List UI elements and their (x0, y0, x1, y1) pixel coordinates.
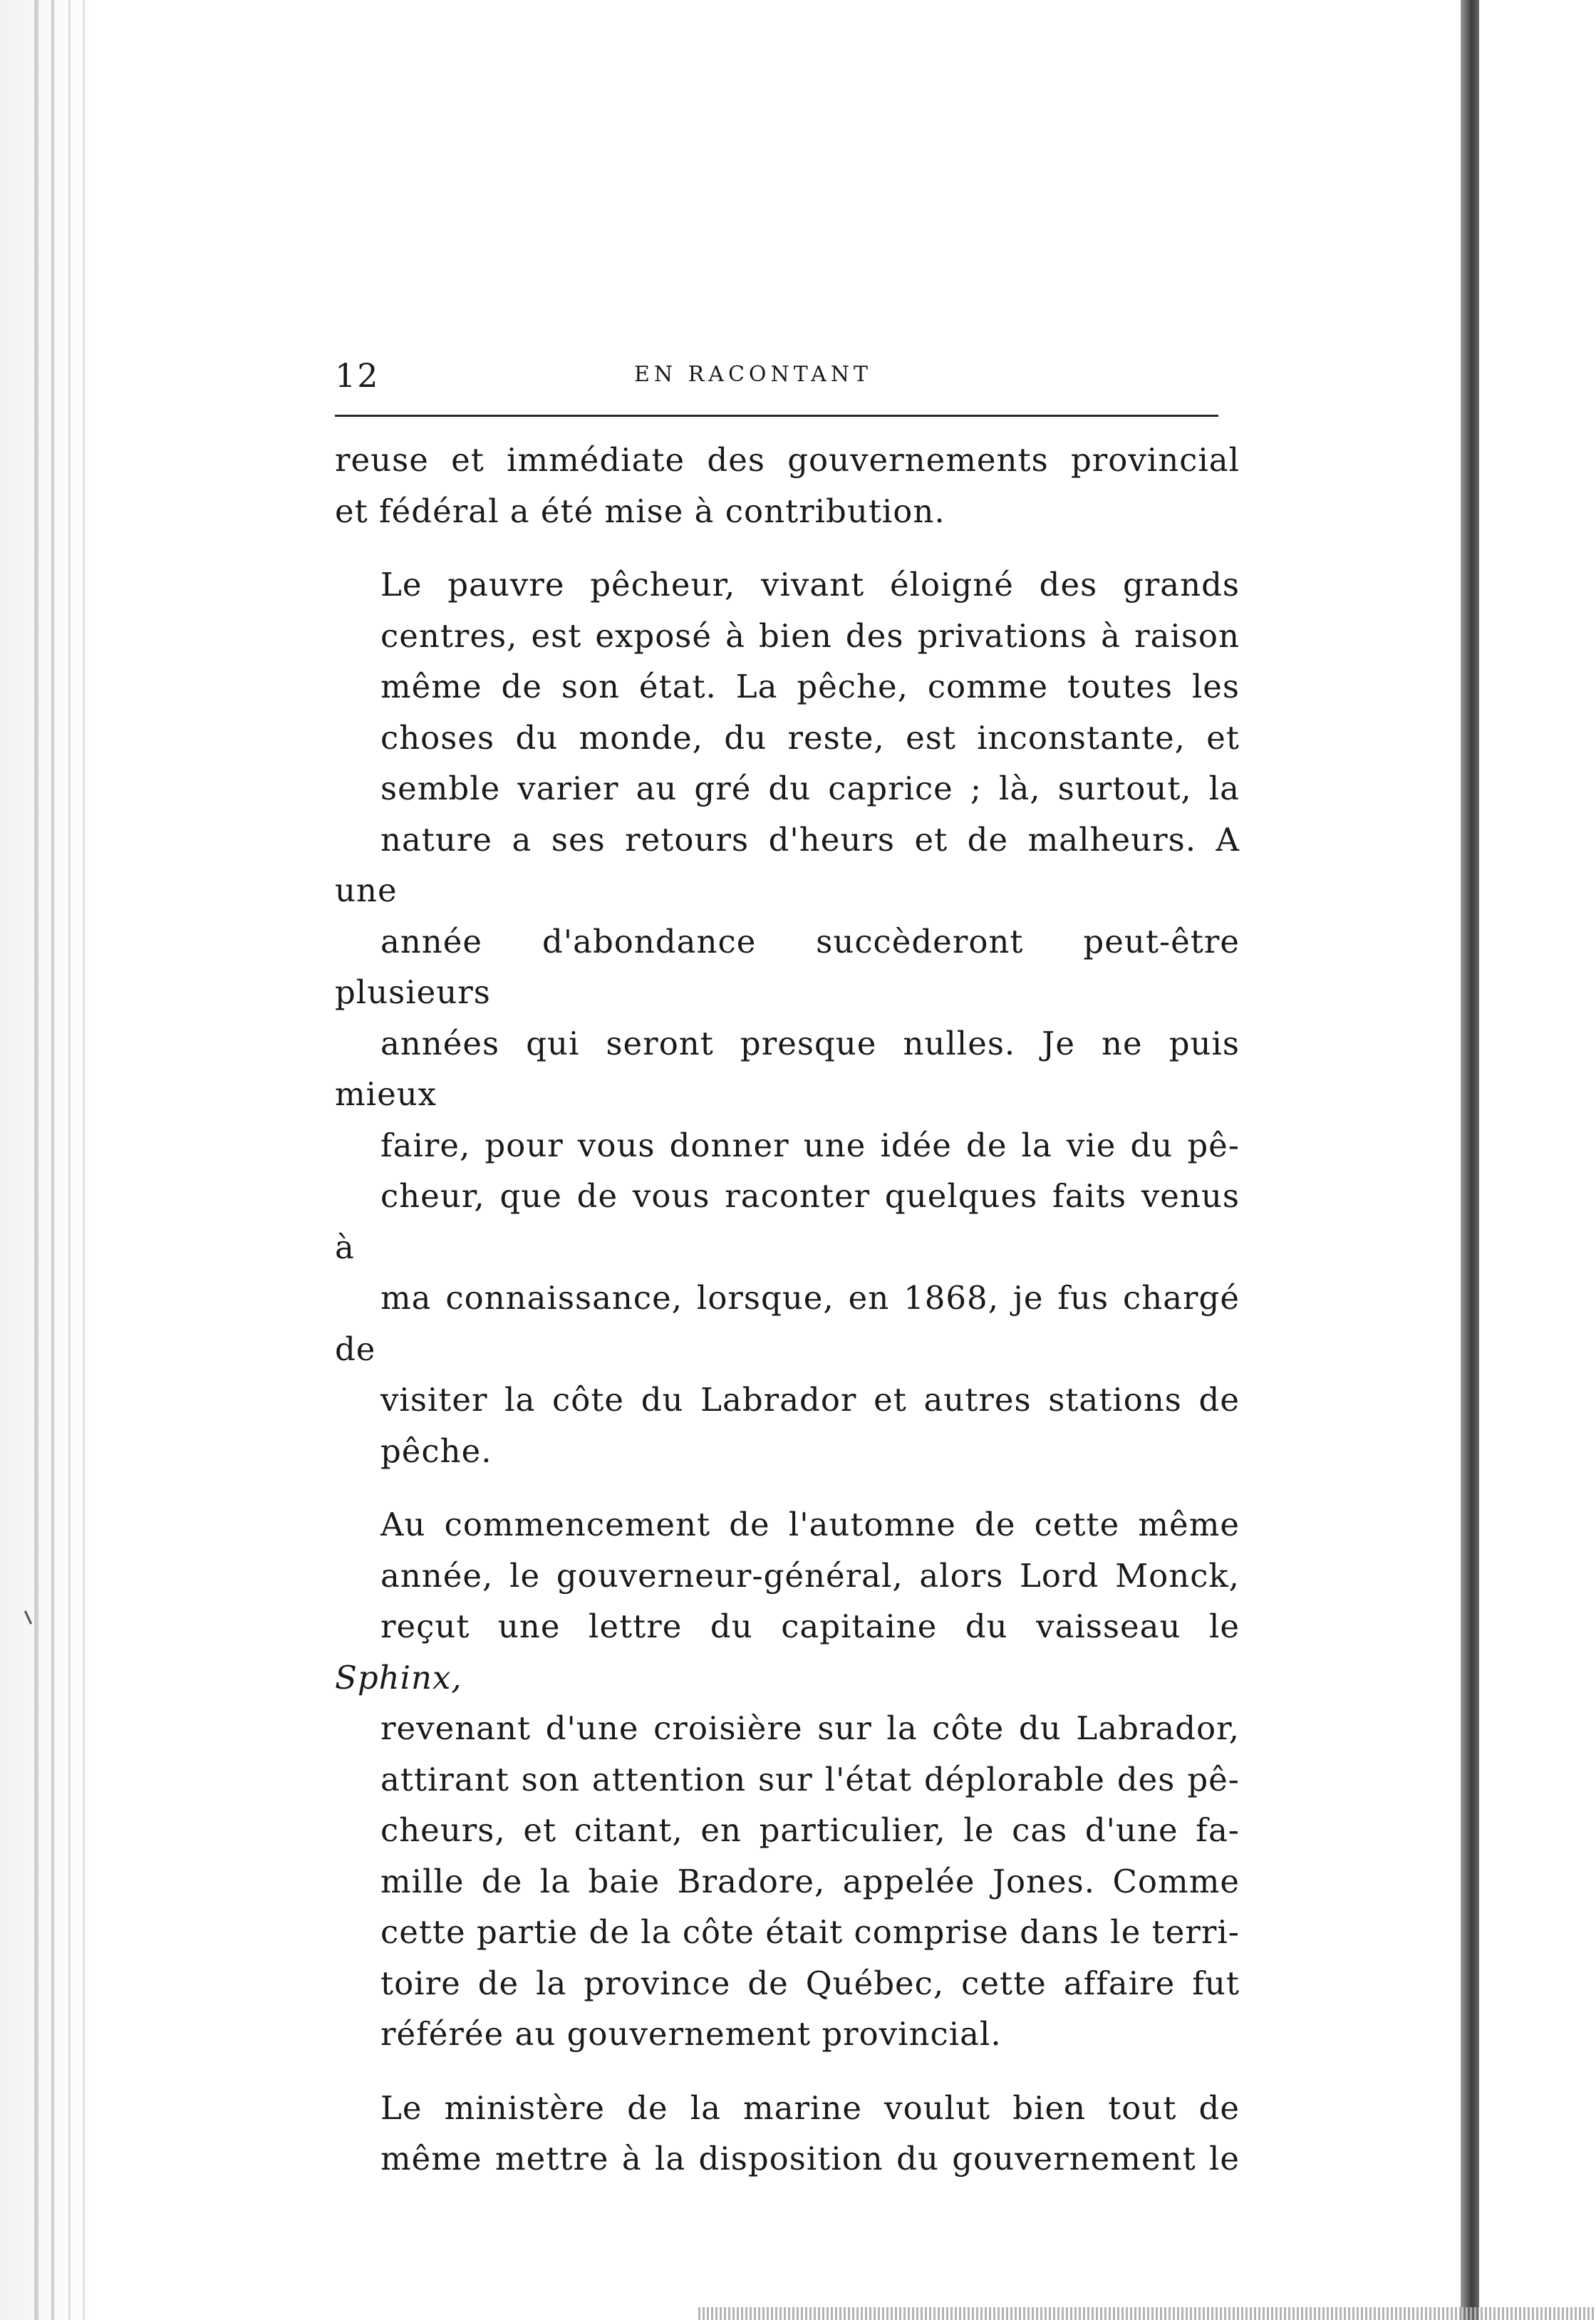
scan-dither (698, 2307, 1596, 2320)
text-line: même de son état. La pêche, comme toutes les (380, 668, 1240, 705)
body-text (335, 435, 1240, 2185)
text-line: et fédéral a été mise à contribution. (335, 492, 945, 530)
page-edge (83, 0, 85, 2320)
paragraph (335, 1499, 1240, 2060)
text-line: même mettre à la disposition du gouvernement le (380, 2140, 1240, 2177)
text-line: centres, est exposé à bien des privations à raison (380, 616, 1240, 655)
paragraph (335, 2083, 1240, 2185)
binding-gutter (1461, 0, 1479, 2320)
text-line: cheur, que de vous raconter quelques faits venus à (335, 1177, 1240, 1266)
text-line: ma connaissance, lorsque, en 1868, je fus chargé de (335, 1279, 1240, 1368)
text-line: toire de la province de Québec, cette affaire fut (380, 1964, 1240, 2002)
text-line: pêche. (380, 1431, 492, 1470)
text-fragment: reçut une lettre du capitaine du vaisseau le (380, 1607, 1240, 1645)
text-line: année, le gouverneur-général, alors Lord Monck, (380, 1556, 1240, 1595)
text-line: nature a ses retours d'heurs et de malheurs. A une (335, 820, 1240, 909)
text-line: Le pauvre pêcheur, vivant éloigné des grands (380, 566, 1240, 604)
text-line: cette partie de la côte était comprise dans le terri- (380, 1913, 1240, 1951)
text-line: reuse et immédiate des gouvernements provincial (335, 441, 1240, 479)
italic-ship-name: Sphinx, (335, 1658, 462, 1697)
text-line: revenant d'une croisière sur la côte du Labrador, (380, 1709, 1240, 1747)
text-line: cheurs, et citant, en particulier, le cas d'une fa- (380, 1811, 1240, 1849)
text-line: semble varier au gré du caprice ; là, surtout, la (380, 770, 1240, 807)
page-edge (34, 0, 38, 2320)
text-line: visiter la côte du Labrador et autres stations de (380, 1381, 1240, 1419)
page-number: 12 (335, 356, 380, 395)
text-line: attirant son attention sur l'état déplorable des pê- (380, 1760, 1240, 1798)
text-line: choses du monde, du reste, est inconstante, et (380, 718, 1240, 757)
text-line: Le ministère de la marine voulut bien tout de (380, 2088, 1240, 2127)
facing-page (1479, 0, 1596, 2320)
header-rule (335, 415, 1218, 417)
text-line: années qui seront presque nulles. Je ne puis mieux (335, 1024, 1240, 1113)
page-edge-shadow (0, 0, 93, 2320)
paragraph (335, 559, 1240, 1476)
page-edge (68, 0, 71, 2320)
text-line: année d'abondance succèderont peut-être plusieurs (335, 922, 1240, 1011)
page-header (335, 356, 1226, 399)
paragraph (335, 435, 1240, 537)
text-line: Au commencement de l'automne de cette même (380, 1506, 1240, 1543)
running-head: EN RACONTANT (634, 362, 873, 387)
text-line-with-italic (335, 1601, 1240, 1703)
text-line: référée au gouvernement provincial. (380, 2015, 1002, 2053)
text-line: faire, pour vous donner une idée de la vie du pê- (380, 1126, 1240, 1164)
page-edge (51, 0, 54, 2320)
text-line: mille de la baie Bradore, appelée Jones. Comme (380, 1862, 1240, 1900)
